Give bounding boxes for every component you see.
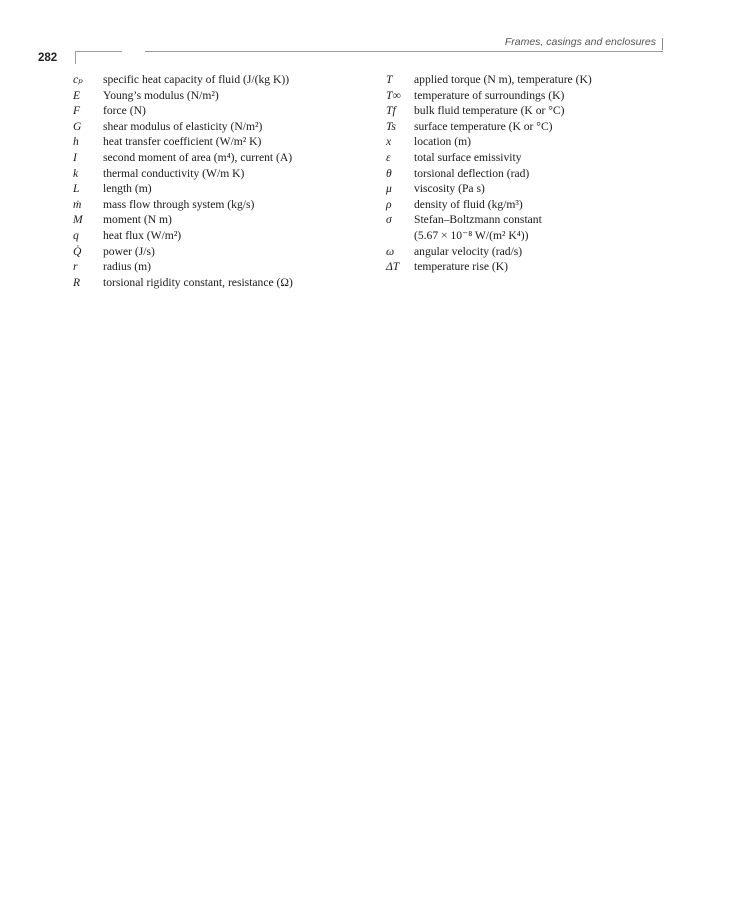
nomenclature-row — [380, 181, 680, 197]
symbol: M — [73, 213, 83, 227]
nomenclature-row — [60, 150, 360, 166]
symbol: Ts — [386, 119, 396, 133]
nomenclature-row — [380, 259, 680, 275]
nomenclature-row — [380, 72, 680, 88]
symbol-description: moment (N m) — [103, 213, 172, 227]
symbol: Q̇ — [73, 244, 82, 258]
symbol: ṁ — [73, 197, 82, 211]
nomenclature-row — [380, 134, 680, 150]
symbol-description: force (N) — [103, 104, 146, 118]
symbol: σ — [386, 213, 392, 227]
symbol: x — [386, 135, 392, 149]
nomenclature-right-column — [380, 72, 680, 275]
nomenclature-row — [60, 259, 360, 275]
symbol: ΔT — [386, 260, 400, 274]
nomenclature-row — [60, 228, 360, 244]
header-rule-tick — [75, 51, 76, 64]
nomenclature-row — [380, 212, 680, 228]
nomenclature-row — [380, 88, 680, 104]
symbol-description: total surface emissivity — [414, 150, 522, 164]
nomenclature-row — [60, 88, 360, 104]
symbol: q — [73, 228, 79, 242]
symbol-description: specific heat capacity of fluid (J/(kg K)) — [103, 73, 290, 86]
symbol-description: (5.67 × 10⁻⁸ W/(m² K⁴)) — [414, 228, 529, 242]
symbol-description: bulk fluid temperature (K or °C) — [414, 104, 565, 118]
nomenclature-row — [60, 197, 360, 213]
symbol: k — [73, 166, 79, 180]
symbol-description: density of fluid (kg/m³) — [414, 197, 523, 211]
nomenclature-row — [60, 244, 360, 260]
symbol-description: power (J/s) — [103, 244, 155, 258]
symbol-description: radius (m) — [103, 260, 151, 274]
symbol-description: mass flow through system (kg/s) — [103, 197, 255, 211]
symbol: μ — [386, 182, 392, 196]
nomenclature-row — [60, 134, 360, 150]
symbol: L — [73, 182, 80, 196]
page-number: 282 — [38, 52, 58, 64]
symbol: G — [73, 119, 82, 133]
header-rule-long — [145, 51, 663, 52]
symbol-description: location (m) — [414, 135, 471, 149]
header-rule-short — [75, 51, 122, 52]
nomenclature-row — [380, 103, 680, 119]
symbol-description: heat transfer coefficient (W/m² K) — [103, 135, 262, 149]
symbol-description: torsional deflection (rad) — [414, 166, 530, 180]
symbol: T∞ — [386, 88, 401, 102]
symbol-description: temperature rise (K) — [414, 260, 508, 274]
symbol: ω — [386, 244, 395, 258]
symbol: r — [73, 260, 78, 274]
nomenclature-row — [380, 197, 680, 213]
symbol: ε — [386, 150, 391, 164]
nomenclature-row — [60, 72, 360, 88]
symbol-description: Young’s modulus (N/m²) — [103, 88, 219, 102]
symbol — [380, 228, 414, 244]
nomenclature-row — [380, 244, 680, 260]
nomenclature-row — [60, 275, 360, 291]
nomenclature-row — [380, 150, 680, 166]
symbol: T — [386, 73, 393, 86]
symbol-description: length (m) — [103, 182, 152, 196]
nomenclature-row — [60, 119, 360, 135]
symbol-description: angular velocity (rad/s) — [414, 244, 523, 258]
nomenclature-row — [60, 103, 360, 119]
symbol: E — [73, 88, 81, 102]
symbol: cₚ — [73, 73, 83, 86]
symbol-description: second moment of area (m⁴), current (A) — [103, 150, 293, 164]
symbol-description: thermal conductivity (W/m K) — [103, 166, 245, 180]
symbol-description: Stefan–Boltzmann constant — [414, 213, 542, 227]
running-head-rule — [662, 38, 663, 50]
symbol-description: torsional rigidity constant, resistance (Ω) — [103, 275, 293, 289]
symbol-description: applied torque (N m), temperature (K) — [414, 73, 592, 86]
running-head: Frames, casings and enclosures — [504, 36, 656, 48]
nomenclature-left-column — [60, 72, 360, 290]
symbol-description: viscosity (Pa s) — [414, 182, 485, 196]
symbol: ρ — [386, 197, 392, 211]
nomenclature-row — [60, 212, 360, 228]
symbol: R — [73, 275, 81, 289]
nomenclature-row — [380, 166, 680, 182]
symbol: θ — [386, 166, 392, 180]
nomenclature-row — [60, 166, 360, 182]
nomenclature-row — [380, 119, 680, 135]
symbol-description: shear modulus of elasticity (N/m²) — [103, 119, 263, 133]
nomenclature-row — [60, 181, 360, 197]
symbol: I — [73, 150, 77, 164]
symbol-description: heat flux (W/m²) — [103, 228, 182, 242]
symbol: Tf — [386, 104, 396, 118]
symbol-description: surface temperature (K or °C) — [414, 119, 553, 133]
symbol-description: temperature of surroundings (K) — [414, 88, 565, 102]
symbol: h — [73, 135, 79, 149]
symbol: F — [73, 104, 81, 118]
nomenclature-row — [380, 228, 680, 244]
